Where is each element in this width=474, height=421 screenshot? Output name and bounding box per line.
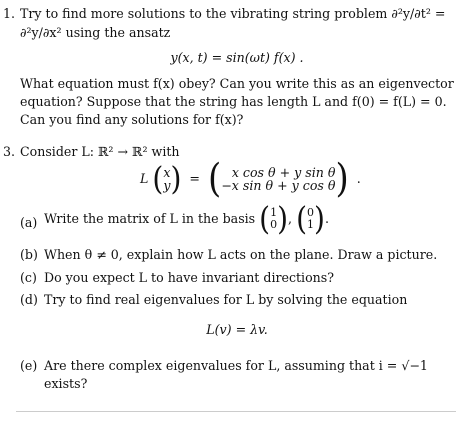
problem-3-number: 3. xyxy=(3,144,16,159)
problem-1-line-1: Try to find more solutions to the vibrating string problem ∂²y/∂t² = xyxy=(20,6,446,21)
part-d-text: Try to find real eigenvalues for L by solving the equation xyxy=(44,292,408,307)
right-paren-icon: ) xyxy=(170,159,182,198)
part-c-label: (c) xyxy=(20,270,37,285)
output-vector: x cos θ + y sin θ −x sin θ + y cos θ xyxy=(221,164,336,193)
left-paren-icon: ( xyxy=(207,156,222,202)
part-e-text-2: exists? xyxy=(44,376,88,391)
equals-sign: = xyxy=(189,170,200,186)
right-paren-icon: ) xyxy=(314,199,325,238)
part-c-text: Do you expect L to have invariant directions? xyxy=(44,270,334,285)
part-e-text: Are there complex eigenvalues for L, assuming that i = √−1 xyxy=(44,358,428,373)
part-d-label: (d) xyxy=(20,292,38,307)
eigenvalue-equation: L(v) = λv. xyxy=(206,322,268,337)
problem-1-line-4: equation? Suppose that the string has length L and f(0) = f(L) = 0. xyxy=(20,94,447,109)
map-label: L xyxy=(140,170,149,186)
part-b-text: When θ ≠ 0, explain how L acts on the plane. Draw a picture. xyxy=(44,247,438,262)
map-definition xyxy=(140,156,361,202)
basis-vector-1: 1 0 xyxy=(270,206,278,231)
problem-1-line-3: What equation must f(x) obey? Can you write this as an eigenvector xyxy=(20,76,454,91)
right-paren-icon: ) xyxy=(277,199,289,238)
part-a-text: Write the matrix of L in the basis (1 0), (0 1). xyxy=(44,199,329,238)
part-a-label: (a) xyxy=(20,215,38,230)
problem-1-line-5: Can you find any solutions for f(x)? xyxy=(20,112,244,127)
left-paren-icon: ( xyxy=(152,159,164,198)
ansatz-equation: y(x, t) = sin(ωt) f(x) . xyxy=(170,50,304,65)
right-paren-icon: ) xyxy=(335,156,349,202)
basis-vector-2: 0 1 xyxy=(307,206,315,231)
problem-1-line-2: ∂²y/∂x² using the ansatz xyxy=(20,25,171,40)
input-vector: x y xyxy=(163,164,171,193)
period: . xyxy=(356,170,361,186)
part-e-label: (e) xyxy=(20,358,38,373)
page-divider xyxy=(16,411,456,412)
left-paren-icon: ( xyxy=(296,199,308,238)
problem-3-intro: Consider L: ℝ² → ℝ² with xyxy=(20,144,180,159)
problem-1-number: 1. xyxy=(3,6,16,21)
part-b-label: (b) xyxy=(20,247,38,262)
left-paren-icon: ( xyxy=(259,199,271,238)
